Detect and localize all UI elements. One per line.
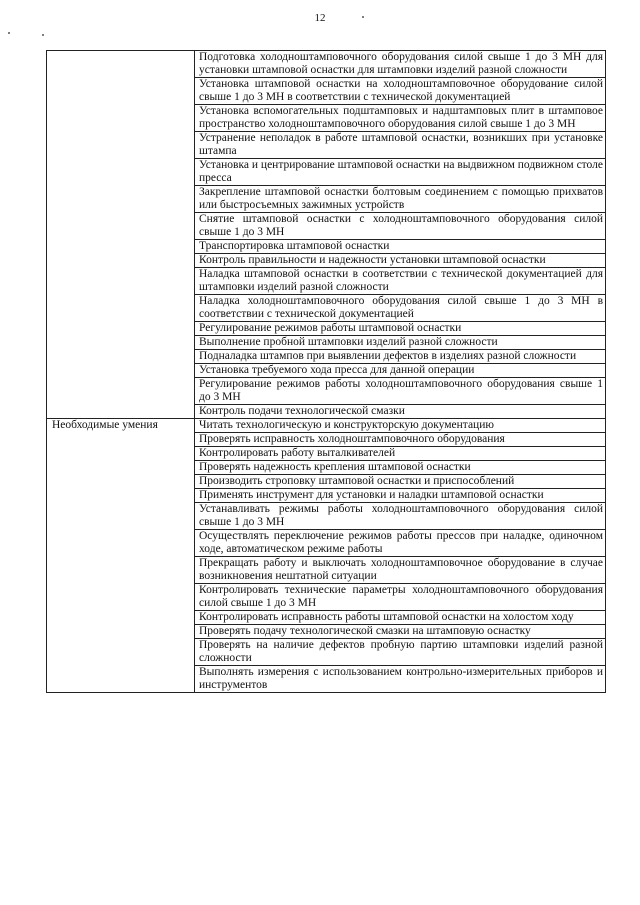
action-row-text: Регулирование режимов работы штамповой оснастки: [195, 322, 606, 336]
skill-row-text: Проверять на наличие дефектов пробную партию штамповки изделий разной сложности: [195, 639, 606, 666]
action-row-text: Установка и центрирование штамповой оснастки на выдвижном подвижном столе пресса: [195, 159, 606, 186]
skill-row-text: Проверять подачу технологической смазки на штамповую оснастку: [195, 625, 606, 639]
skill-row-text: Выполнять измерения с использованием контрольно-измерительных приборов и инструментов: [195, 666, 606, 693]
action-row-text: Устранение неполадок в работе штамповой оснастки, возникших при установке штампа: [195, 132, 606, 159]
competency-table: [46, 50, 606, 693]
scan-speck: [8, 32, 10, 34]
skill-row-text: Проверять исправность холодноштамповочного оборудования: [195, 433, 606, 447]
skill-row-text: Производить строповку штамповой оснастки и приспособлений: [195, 475, 606, 489]
action-row-text: Регулирование режимов работы холодноштамповочного оборудования свыше 1 до 3 МН: [195, 378, 606, 405]
skill-row-text: Осуществлять переключение режимов работы прессов при наладке, одиночном ходе, автоматическом режиме работы: [195, 530, 606, 557]
action-row-text: Наладка холодноштамповочного оборудования силой свыше 1 до 3 МН в соответствии с технической документацией: [195, 295, 606, 322]
action-row-text: Установка штамповой оснастки на холодноштамповочное оборудование силой свыше 1 до 3 МН в соответствии с технической документацией: [195, 78, 606, 105]
skill-row-text: Проверять надежность крепления штамповой оснастки: [195, 461, 606, 475]
page-number: 12: [314, 12, 326, 24]
action-row-text: Транспортировка штамповой оснастки: [195, 240, 606, 254]
skill-row-text: Читать технологическую и конструкторскую документацию: [195, 419, 606, 433]
scan-speck: [362, 16, 364, 18]
action-row-text: Наладка штамповой оснастки в соответствии с технической документацией для штамповки изделий разной сложности: [195, 268, 606, 295]
action-row: [47, 51, 606, 78]
action-row-text: Контроль правильности и надежности установки штамповой оснастки: [195, 254, 606, 268]
action-row-text: Выполнение пробной штамповки изделий разной сложности: [195, 336, 606, 350]
skill-row: [47, 419, 606, 433]
scan-speck: [42, 34, 44, 36]
action-row-text: Установка вспомогательных подштамповых и надштамповых плит в штамповое пространство холодноштамповочного оборудования силой свыше 1 до 3 МН: [195, 105, 606, 132]
section-label: Необходимые умения: [47, 419, 195, 693]
action-row-text: Подналадка штампов при выявлении дефектов в изделиях разной сложности: [195, 350, 606, 364]
section-label: [47, 51, 195, 419]
action-row-text: Установка требуемого хода пресса для данной операции: [195, 364, 606, 378]
skill-row-text: Устанавливать режимы работы холодноштамповочного оборудования силой свыше 1 до 3 МН: [195, 503, 606, 530]
skill-row-text: Контролировать технические параметры холодноштамповочного оборудования силой свыше 1 до 3 МН: [195, 584, 606, 611]
skill-row-text: Контролировать работу выталкивателей: [195, 447, 606, 461]
action-row-text: Контроль подачи технологической смазки: [195, 405, 606, 419]
action-row-text: Закрепление штамповой оснастки болтовым соединением с помощью прихватов или быстросъемных зажимных устройств: [195, 186, 606, 213]
skill-row-text: Прекращать работу и выключать холодноштамповочное оборудование в случае возникновения нештатной ситуации: [195, 557, 606, 584]
skill-row-text: Применять инструмент для установки и наладки штамповой оснастки: [195, 489, 606, 503]
action-row-text: Снятие штамповой оснастки с холодноштамповочного оборудования силой свыше 1 до 3 МН: [195, 213, 606, 240]
action-row-text: Подготовка холодноштамповочного оборудования силой свыше 1 до 3 МН для установки штамповой оснастки для штамповки изделий разной сложности: [195, 51, 606, 78]
skill-row-text: Контролировать исправность работы штамповой оснастки на холостом ходу: [195, 611, 606, 625]
